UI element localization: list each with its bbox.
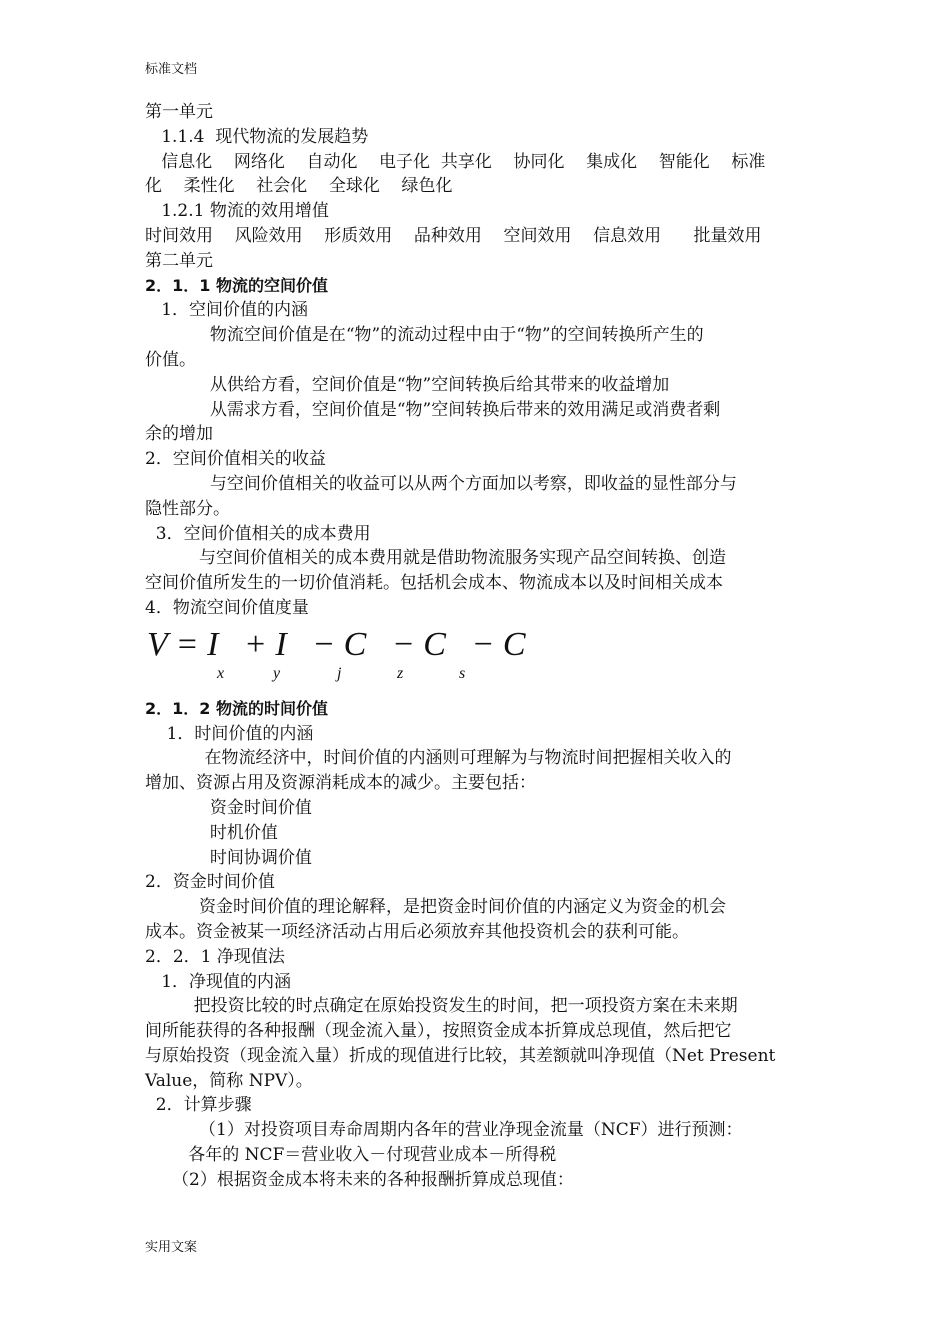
- formula-main: V = I + I − C − C − C: [147, 625, 526, 663]
- paragraph-line: 增加、资源占用及资源消耗成本的减少。主要包括：: [145, 773, 536, 794]
- paragraph-line: 时间协调价值: [145, 847, 312, 868]
- paragraph-line: 2．资金时间价值: [145, 872, 275, 893]
- formula-subscript-x: x: [217, 664, 225, 682]
- page-footer: 实用文案: [145, 1240, 198, 1255]
- paragraph-line: 1．时间价值的内涵: [145, 723, 314, 744]
- heading-2-1-2: 2．1．2 物流的时间价值: [145, 698, 328, 718]
- paragraph-line: 1．空间价值的内涵: [145, 300, 309, 321]
- paragraph-line: （2）根据资金成本将未来的各种报酬折算成总现值：: [145, 1169, 574, 1190]
- paragraph-line: 资金时间价值: [145, 797, 312, 818]
- formula-subscript-z: z: [397, 664, 404, 682]
- heading-1-2-1: 1.2.1 物流的效用增值: [145, 201, 329, 222]
- paragraph-line: 隐性部分。: [145, 498, 230, 519]
- heading-unit-2: 第二单元: [145, 250, 213, 271]
- paragraph-line: 空间价值所发生的一切价值消耗。包括机会成本、物流成本以及时间相关成本: [145, 573, 723, 594]
- document-body: [145, 100, 810, 1193]
- paragraph-line: （1）对投资项目寿命周期内各年的营业净现金流量（NCF）进行预测：: [145, 1120, 743, 1141]
- paragraph-line: 2．计算步骤: [145, 1095, 252, 1116]
- space-value-formula: [145, 627, 810, 685]
- utility-list: 时间效用 风险效用 形质效用 品种效用 空间效用 信息效用 批量效用: [145, 225, 762, 246]
- paragraph-line: 间所能获得的各种报酬（现金流入量），按照资金成本折算成总现值，然后把它: [145, 1021, 732, 1042]
- heading-1-1-4: 1.1.4 现代物流的发展趋势: [145, 126, 369, 147]
- page-header: 标准文档: [145, 62, 198, 77]
- paragraph-line: 与空间价值相关的成本费用就是借助物流服务实现产品空间转换、创造: [145, 548, 727, 569]
- formula-subscript-j: j: [337, 664, 342, 682]
- trend-list-line-2: 化 柔性化 社会化 全球化 绿色化: [145, 176, 453, 197]
- paragraph-line: 4．物流空间价值度量: [145, 597, 309, 618]
- paragraph-line: 余的增加: [145, 424, 213, 445]
- paragraph-line: 价值。: [145, 349, 196, 370]
- paragraph-line: 时机价值: [145, 822, 278, 843]
- heading-2-2-1: 2．2．1 净现值法: [145, 946, 285, 967]
- formula-subscript-s: s: [459, 664, 466, 682]
- paragraph-line: 从供给方看，空间价值是“物”空间转换后给其带来的收益增加: [145, 374, 670, 395]
- trend-list-line-1: 信息化 网络化 自动化 电子化 共享化 协同化 集成化 智能化 标准: [145, 151, 766, 172]
- paragraph-line: 成本。资金被某一项经济活动占用后必须放弃其他投资机会的获利可能。: [145, 921, 689, 942]
- paragraph-line: 资金时间价值的理论解释，是把资金时间价值的内涵定义为资金的机会: [145, 897, 727, 918]
- formula-subscript-y: y: [273, 664, 281, 682]
- paragraph-line: 在物流经济中，时间价值的内涵则可理解为与物流时间把握相关收入的: [145, 748, 732, 769]
- paragraph-line: 与空间价值相关的收益可以从两个方面加以考察，即收益的显性部分与: [145, 473, 737, 494]
- heading-unit-1: 第一单元: [145, 102, 213, 122]
- paragraph-line: Value，简称 NPV）。: [145, 1070, 313, 1091]
- paragraph-line: 1．净现值的内涵: [145, 971, 292, 992]
- paragraph-line: 各年的 NCF＝营业收入－付现营业成本－所得税: [145, 1145, 557, 1166]
- paragraph-line: 物流空间价值是在“物”的流动过程中由于“物”的空间转换所产生的: [145, 325, 704, 346]
- paragraph-line: 3．空间价值相关的成本费用: [145, 523, 371, 544]
- paragraph-line: 从需求方看，空间价值是“物”空间转换后带来的效用满足或消费者剩: [145, 399, 721, 420]
- paragraph-line: 与原始投资（现金流入量）折成的现值进行比较，其差额就叫净现值（Net Present: [145, 1045, 776, 1066]
- paragraph-line: 2．空间价值相关的收益: [145, 449, 326, 470]
- heading-2-1-1: 2．1．1 物流的空间价值: [145, 275, 328, 295]
- paragraph-line: 把投资比较的时点确定在原始投资发生的时间，把一项投资方案在未来期: [145, 996, 738, 1017]
